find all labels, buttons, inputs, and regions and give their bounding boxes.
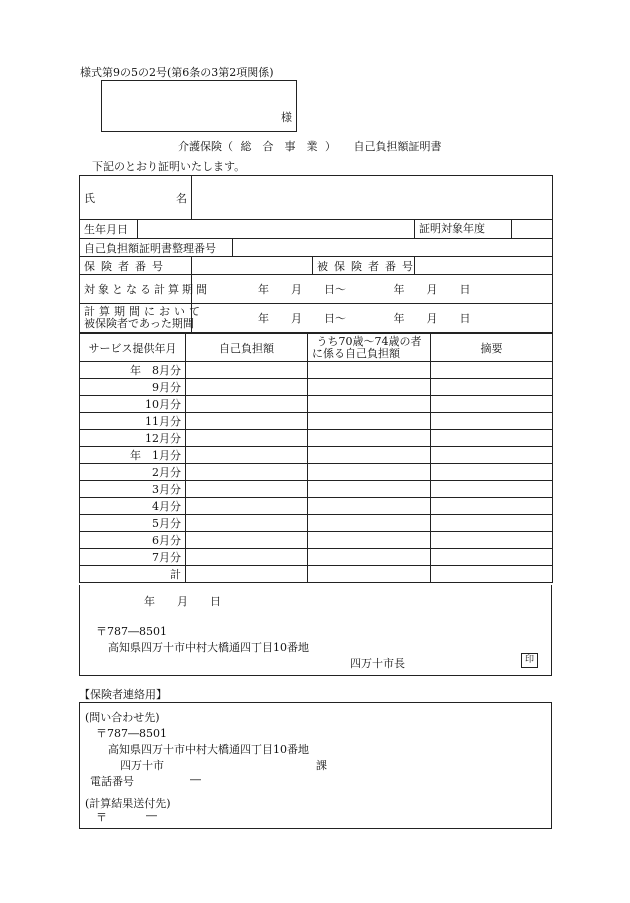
- contact-address: 高知県四万十市中村大橋通四丁目10番地: [108, 743, 309, 756]
- calc-period-to: 年 月 日: [393, 283, 471, 296]
- month-label: 4月分: [80, 498, 186, 515]
- insured-period-value[interactable]: [192, 304, 553, 333]
- summary-cell[interactable]: [431, 447, 553, 464]
- table-row: [80, 396, 553, 413]
- title-doc: 自己負担額証明書: [353, 140, 442, 153]
- table-row: [80, 498, 553, 515]
- issuer-postal: 〒787―8501: [96, 625, 167, 638]
- header-age: [308, 334, 431, 362]
- calc-period-from: 年 月 日〜: [258, 283, 346, 296]
- insured-period-line2: 被保険者であった期間: [84, 317, 194, 330]
- age-pay-cell[interactable]: [308, 379, 431, 396]
- result-postal: 〒: [96, 811, 107, 824]
- name-label-2: 名: [176, 191, 187, 205]
- month-label: 3月分: [80, 481, 186, 498]
- summary-cell[interactable]: [431, 430, 553, 447]
- month-label: 年 8月分: [80, 362, 186, 379]
- table-row: [80, 532, 553, 549]
- self-pay-cell[interactable]: [186, 532, 308, 549]
- month-label: 12月分: [80, 430, 186, 447]
- table-row: [80, 515, 553, 532]
- contact-box: [79, 702, 552, 829]
- table-row: [80, 413, 553, 430]
- insured-period-from: 年 月 日〜: [258, 312, 346, 325]
- month-label: 年 1月分: [80, 447, 186, 464]
- result-dash: ―: [146, 809, 157, 822]
- issue-date: 年 月 日: [144, 595, 221, 608]
- birthdate-label: 生年月日: [80, 220, 138, 239]
- form-number: 様式第9の5の2号(第6条の3第2項関係): [80, 66, 274, 79]
- inquiry-label: (問い合わせ先): [85, 711, 160, 724]
- cert-number-label: 自己負担額証明書整理番号: [80, 239, 233, 257]
- age-pay-cell[interactable]: [308, 464, 431, 481]
- month-rows: [80, 362, 553, 583]
- table-row: [80, 481, 553, 498]
- month-label: 5月分: [80, 515, 186, 532]
- header-summary: 摘要: [431, 334, 553, 362]
- self-pay-cell[interactable]: [186, 430, 308, 447]
- month-label: 11月分: [80, 413, 186, 430]
- summary-cell[interactable]: [431, 549, 553, 566]
- summary-cell[interactable]: [431, 532, 553, 549]
- age-pay-cell[interactable]: [308, 498, 431, 515]
- target-year-value[interactable]: [512, 220, 552, 238]
- self-pay-cell[interactable]: [186, 498, 308, 515]
- age-pay-cell[interactable]: [308, 549, 431, 566]
- phone-dash: ―: [190, 773, 201, 786]
- info-table: [79, 175, 553, 333]
- age-pay-cell[interactable]: [308, 566, 431, 583]
- self-pay-cell[interactable]: [186, 481, 308, 498]
- summary-cell[interactable]: [431, 396, 553, 413]
- summary-cell[interactable]: [431, 498, 553, 515]
- summary-cell[interactable]: [431, 362, 553, 379]
- insured-period-line1: 計算期間において: [84, 305, 204, 318]
- phone-label: 電話番号: [90, 775, 134, 788]
- addressee-box[interactable]: [101, 80, 297, 132]
- calc-period-label: 対象となる計算期間: [80, 275, 192, 304]
- self-pay-cell[interactable]: [186, 515, 308, 532]
- insurer-number-value[interactable]: [192, 257, 313, 275]
- self-pay-cell[interactable]: [186, 447, 308, 464]
- insured-period-to: 年 月 日: [393, 312, 471, 325]
- name-value[interactable]: [192, 176, 553, 220]
- contact-postal: 〒787―8501: [96, 727, 167, 740]
- age-pay-cell[interactable]: [308, 447, 431, 464]
- issuer-mayor: 四万十市長: [350, 657, 405, 670]
- addressee-suffix: 様: [281, 111, 292, 124]
- birthdate-value[interactable]: [138, 220, 415, 239]
- self-pay-cell[interactable]: [186, 396, 308, 413]
- header-month: サービス提供年月: [80, 334, 186, 362]
- table-row: [80, 447, 553, 464]
- month-label: 2月分: [80, 464, 186, 481]
- summary-cell[interactable]: [431, 413, 553, 430]
- table-row: [80, 362, 553, 379]
- insured-number-value[interactable]: [415, 257, 553, 275]
- issuer-box: [79, 585, 552, 676]
- title-prefix: 介護保険（: [178, 140, 233, 153]
- table-row: [80, 549, 553, 566]
- self-pay-cell[interactable]: [186, 413, 308, 430]
- header-age-line2: に係る自己負担額: [312, 346, 400, 360]
- month-label: 6月分: [80, 532, 186, 549]
- title-program: 総 合 事 業: [240, 140, 318, 153]
- document-title: [178, 138, 442, 154]
- table-row: [80, 464, 553, 481]
- contact-heading: 【保険者連絡用】: [79, 688, 167, 701]
- insurer-number-label: 保険者番号: [80, 257, 192, 275]
- header-self-pay: 自己負担額: [186, 334, 308, 362]
- month-label: 10月分: [80, 396, 186, 413]
- age-pay-cell[interactable]: [308, 515, 431, 532]
- header-age-line1: うち70歳〜74歳の者: [316, 334, 422, 348]
- month-label: 計: [80, 566, 186, 583]
- self-pay-cell[interactable]: [186, 464, 308, 481]
- age-pay-cell[interactable]: [308, 413, 431, 430]
- monthly-table: [79, 333, 553, 583]
- age-pay-cell[interactable]: [308, 396, 431, 413]
- issuer-address: 高知県四万十市中村大橋通四丁目10番地: [108, 641, 309, 654]
- self-pay-cell[interactable]: [186, 549, 308, 566]
- month-label: 7月分: [80, 549, 186, 566]
- contact-section: 課: [316, 759, 327, 772]
- summary-cell[interactable]: [431, 464, 553, 481]
- month-label: 9月分: [80, 379, 186, 396]
- self-pay-cell[interactable]: [186, 362, 308, 379]
- target-year-label: 証明対象年度: [415, 220, 512, 238]
- target-year-cell: [415, 220, 553, 239]
- self-pay-cell[interactable]: [186, 566, 308, 583]
- summary-cell[interactable]: [431, 515, 553, 532]
- contact-city: 四万十市: [120, 759, 164, 772]
- age-pay-cell[interactable]: [308, 481, 431, 498]
- name-label-cell: [80, 176, 192, 220]
- title-suffix: ）: [325, 140, 336, 153]
- age-pay-cell[interactable]: [308, 532, 431, 549]
- summary-cell[interactable]: [431, 481, 553, 498]
- table-row: [80, 379, 553, 396]
- cert-number-value[interactable]: [233, 239, 553, 257]
- insured-number-label: 被保険者番号: [313, 257, 415, 275]
- table-row: [80, 566, 553, 583]
- intro-text: 下記のとおり証明いたします。: [92, 160, 246, 173]
- summary-cell[interactable]: [431, 379, 553, 396]
- name-label: 氏: [84, 191, 95, 205]
- insured-period-label: [80, 304, 204, 333]
- age-pay-cell[interactable]: [308, 430, 431, 447]
- self-pay-cell[interactable]: [186, 379, 308, 396]
- age-pay-cell[interactable]: [308, 362, 431, 379]
- summary-cell[interactable]: [431, 566, 553, 583]
- calc-period-value[interactable]: [192, 275, 553, 304]
- result-label: (計算結果送付先): [85, 797, 171, 810]
- seal-mark: 印: [521, 653, 538, 668]
- table-row: [80, 430, 553, 447]
